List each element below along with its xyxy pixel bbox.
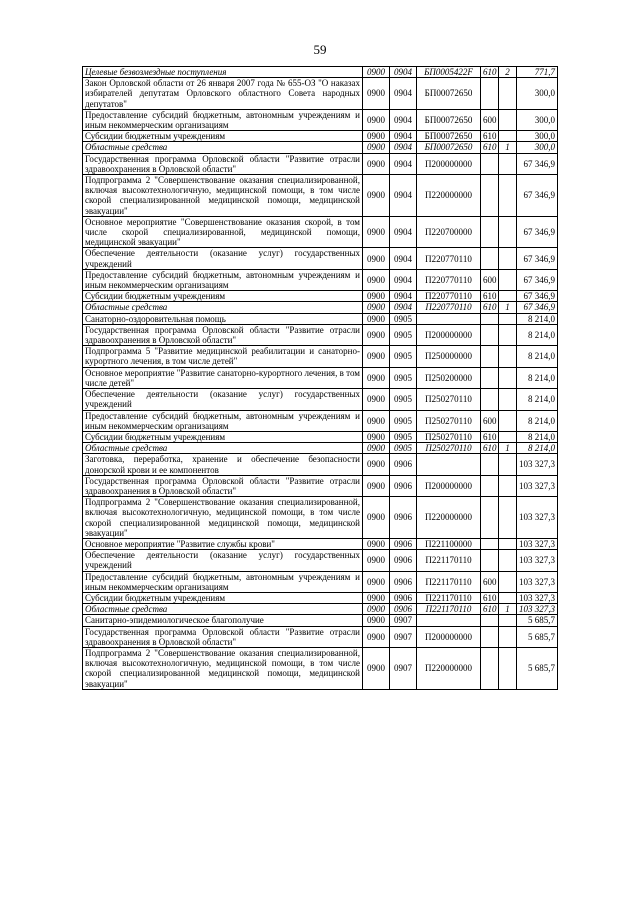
amount-cell: 103 327,3 xyxy=(517,592,558,603)
funding-source-cell xyxy=(499,216,517,248)
amount-cell: 103 327,3 xyxy=(517,550,558,571)
section-code-cell: 0900 xyxy=(363,131,390,142)
section-code-cell: 0900 xyxy=(363,324,390,345)
funding-source-cell xyxy=(499,367,517,388)
table-row xyxy=(83,109,558,130)
target-article-cell: БП00072650 xyxy=(417,142,481,153)
expense-type-cell: 600 xyxy=(481,410,499,431)
target-article-cell xyxy=(417,454,481,475)
section-code-cell: 0900 xyxy=(363,571,390,592)
section-code-cell: 0900 xyxy=(363,454,390,475)
amount-cell: 103 327,3 xyxy=(517,497,558,539)
table-row xyxy=(83,175,558,217)
section-code-cell: 0900 xyxy=(363,431,390,442)
table-row xyxy=(83,67,558,78)
subsection-code-cell: 0905 xyxy=(390,367,417,388)
subsection-code-cell: 0904 xyxy=(390,131,417,142)
funding-source-cell xyxy=(499,615,517,626)
amount-cell: 300,0 xyxy=(517,109,558,130)
subsection-code-cell: 0904 xyxy=(390,175,417,217)
expense-type-cell xyxy=(481,615,499,626)
row-name-cell: Основное мероприятие "Совершенствование оказания скорой, в том числе скорой специализированной, медицинской помощи, медицинской эвакуации" xyxy=(83,216,363,248)
table-row xyxy=(83,475,558,496)
table-row xyxy=(83,142,558,153)
subsection-code-cell: 0905 xyxy=(390,443,417,454)
section-code-cell: 0900 xyxy=(363,475,390,496)
expense-type-cell xyxy=(481,248,499,269)
table-row xyxy=(83,410,558,431)
expense-type-cell xyxy=(481,538,499,549)
subsection-code-cell: 0905 xyxy=(390,389,417,410)
row-name-cell: Подпрограмма 2 "Совершенствование оказания специализированной, включая высокотехнологичную, медицинской помощи, в том числе скорой специализированной медицинской помощи, медицинской эвакуации" xyxy=(83,497,363,539)
table-row xyxy=(83,604,558,615)
amount-cell: 67 346,9 xyxy=(517,175,558,217)
funding-source-cell: 1 xyxy=(499,302,517,313)
target-article-cell: П250200000 xyxy=(417,367,481,388)
expense-type-cell xyxy=(481,367,499,388)
table-row xyxy=(83,302,558,313)
section-code-cell: 0900 xyxy=(363,291,390,302)
subsection-code-cell: 0904 xyxy=(390,78,417,110)
expense-type-cell xyxy=(481,216,499,248)
expense-type-cell xyxy=(481,175,499,217)
row-name-cell: Санитарно-эпидемиологическое благополучие xyxy=(83,615,363,626)
target-article-cell: БП00072650 xyxy=(417,78,481,110)
funding-source-cell xyxy=(499,538,517,549)
amount-cell: 67 346,9 xyxy=(517,248,558,269)
subsection-code-cell: 0904 xyxy=(390,109,417,130)
table-row xyxy=(83,538,558,549)
section-code-cell: 0900 xyxy=(363,538,390,549)
expense-type-cell: 610 xyxy=(481,592,499,603)
table-row xyxy=(83,431,558,442)
budget-table xyxy=(82,66,558,690)
amount-cell: 300,0 xyxy=(517,142,558,153)
page-number: 59 xyxy=(313,42,327,57)
section-code-cell: 0900 xyxy=(363,367,390,388)
funding-source-cell xyxy=(499,550,517,571)
amount-cell: 103 327,3 xyxy=(517,571,558,592)
target-article-cell: П221170110 xyxy=(417,550,481,571)
subsection-code-cell: 0904 xyxy=(390,142,417,153)
subsection-code-cell: 0906 xyxy=(390,454,417,475)
row-name-cell: Областные средства xyxy=(83,302,363,313)
table-row xyxy=(83,647,558,689)
funding-source-cell xyxy=(499,592,517,603)
expense-type-cell: 610 xyxy=(481,604,499,615)
amount-cell: 67 346,9 xyxy=(517,216,558,248)
funding-source-cell: 1 xyxy=(499,443,517,454)
amount-cell: 5 685,7 xyxy=(517,615,558,626)
row-name-cell: Субсидии бюджетным учреждениям xyxy=(83,291,363,302)
section-code-cell: 0900 xyxy=(363,443,390,454)
subsection-code-cell: 0906 xyxy=(390,571,417,592)
row-name-cell: Субсидии бюджетным учреждениям xyxy=(83,131,363,142)
expense-type-cell: 610 xyxy=(481,291,499,302)
row-name-cell: Целевые безвозмездные поступления xyxy=(83,67,363,78)
row-name-cell: Обеспечение деятельности (оказание услуг) государственных учреждений xyxy=(83,550,363,571)
funding-source-cell xyxy=(499,324,517,345)
expense-type-cell: 610 xyxy=(481,142,499,153)
funding-source-cell: 2 xyxy=(499,67,517,78)
funding-source-cell xyxy=(499,109,517,130)
amount-cell: 300,0 xyxy=(517,131,558,142)
row-name-cell: Областные средства xyxy=(83,604,363,615)
amount-cell: 8 214,0 xyxy=(517,367,558,388)
subsection-code-cell: 0907 xyxy=(390,615,417,626)
funding-source-cell xyxy=(499,78,517,110)
section-code-cell: 0900 xyxy=(363,248,390,269)
row-name-cell: Закон Орловской области от 26 января 2007 года № 655-ОЗ "О наказах избирателей депутатам Орловского областного Совета народных депутатов" xyxy=(83,78,363,110)
target-article-cell: П250270110 xyxy=(417,431,481,442)
funding-source-cell xyxy=(499,571,517,592)
funding-source-cell: 1 xyxy=(499,142,517,153)
table-row xyxy=(83,269,558,290)
target-article-cell: П220000000 xyxy=(417,647,481,689)
target-article-cell: П220770110 xyxy=(417,291,481,302)
expense-type-cell xyxy=(481,475,499,496)
expense-type-cell xyxy=(481,497,499,539)
row-name-cell: Субсидии бюджетным учреждениям xyxy=(83,431,363,442)
target-article-cell: П221100000 xyxy=(417,538,481,549)
amount-cell: 103 327,3 xyxy=(517,538,558,549)
subsection-code-cell: 0906 xyxy=(390,550,417,571)
subsection-code-cell: 0907 xyxy=(390,647,417,689)
funding-source-cell: 1 xyxy=(499,604,517,615)
amount-cell: 300,0 xyxy=(517,78,558,110)
section-code-cell: 0900 xyxy=(363,216,390,248)
target-article-cell: П250270110 xyxy=(417,389,481,410)
table-row xyxy=(83,313,558,324)
expense-type-cell xyxy=(481,454,499,475)
amount-cell: 67 346,9 xyxy=(517,302,558,313)
amount-cell: 67 346,9 xyxy=(517,269,558,290)
expense-type-cell xyxy=(481,324,499,345)
row-name-cell: Предоставление субсидий бюджетным, автономным учреждениям и иным некоммерческим организациям xyxy=(83,410,363,431)
amount-cell: 771,7 xyxy=(517,67,558,78)
table-row xyxy=(83,454,558,475)
target-article-cell: П200000000 xyxy=(417,153,481,174)
target-article-cell: П220770110 xyxy=(417,269,481,290)
funding-source-cell xyxy=(499,291,517,302)
amount-cell: 103 327,3 xyxy=(517,454,558,475)
row-name-cell: Подпрограмма 2 "Совершенствование оказания специализированной, включая высокотехнологичную, медицинской помощи, в том числе скорой специализированной медицинской помощи, медицинской эвакуации" xyxy=(83,175,363,217)
section-code-cell: 0900 xyxy=(363,626,390,647)
table-row xyxy=(83,248,558,269)
funding-source-cell xyxy=(499,248,517,269)
amount-cell: 8 214,0 xyxy=(517,324,558,345)
expense-type-cell: 600 xyxy=(481,109,499,130)
target-article-cell: П220770110 xyxy=(417,248,481,269)
subsection-code-cell: 0904 xyxy=(390,153,417,174)
table-row xyxy=(83,626,558,647)
section-code-cell: 0900 xyxy=(363,313,390,324)
section-code-cell: 0900 xyxy=(363,410,390,431)
target-article-cell: П220700000 xyxy=(417,216,481,248)
table-row xyxy=(83,291,558,302)
budget-table-body xyxy=(83,67,558,690)
row-name-cell: Обеспечение деятельности (оказание услуг) государственных учреждений xyxy=(83,248,363,269)
subsection-code-cell: 0905 xyxy=(390,324,417,345)
funding-source-cell xyxy=(499,131,517,142)
target-article-cell: П200000000 xyxy=(417,475,481,496)
section-code-cell: 0900 xyxy=(363,550,390,571)
amount-cell: 5 685,7 xyxy=(517,626,558,647)
target-article-cell: БП0005422F xyxy=(417,67,481,78)
expense-type-cell: 610 xyxy=(481,302,499,313)
table-row xyxy=(83,324,558,345)
subsection-code-cell: 0906 xyxy=(390,475,417,496)
funding-source-cell xyxy=(499,153,517,174)
expense-type-cell: 600 xyxy=(481,269,499,290)
target-article-cell: П220770110 xyxy=(417,302,481,313)
table-row xyxy=(83,571,558,592)
subsection-code-cell: 0904 xyxy=(390,67,417,78)
expense-type-cell xyxy=(481,78,499,110)
expense-type-cell xyxy=(481,389,499,410)
section-code-cell: 0900 xyxy=(363,109,390,130)
subsection-code-cell: 0906 xyxy=(390,497,417,539)
funding-source-cell xyxy=(499,175,517,217)
funding-source-cell xyxy=(499,647,517,689)
row-name-cell: Областные средства xyxy=(83,142,363,153)
row-name-cell: Государственная программа Орловской области "Развитие отрасли здравоохранения в Орловской области" xyxy=(83,324,363,345)
section-code-cell: 0900 xyxy=(363,647,390,689)
funding-source-cell xyxy=(499,389,517,410)
expense-type-cell xyxy=(481,153,499,174)
section-code-cell: 0900 xyxy=(363,67,390,78)
funding-source-cell xyxy=(499,497,517,539)
section-code-cell: 0900 xyxy=(363,592,390,603)
table-row xyxy=(83,592,558,603)
subsection-code-cell: 0904 xyxy=(390,216,417,248)
table-row xyxy=(83,615,558,626)
row-name-cell: Государственная программа Орловской области "Развитие отрасли здравоохранения в Орловской области" xyxy=(83,475,363,496)
funding-source-cell xyxy=(499,346,517,367)
target-article-cell: П221170110 xyxy=(417,592,481,603)
target-article-cell: П221170110 xyxy=(417,571,481,592)
subsection-code-cell: 0906 xyxy=(390,604,417,615)
section-code-cell: 0900 xyxy=(363,389,390,410)
subsection-code-cell: 0904 xyxy=(390,302,417,313)
amount-cell: 8 214,0 xyxy=(517,443,558,454)
table-row xyxy=(83,550,558,571)
row-name-cell: Подпрограмма 5 "Развитие медицинской реабилитации и санаторно-курортного лечения, в том числе детей" xyxy=(83,346,363,367)
row-name-cell: Подпрограмма 2 "Совершенствование оказания специализированной, включая высокотехнологичную, медицинской помощи, в том числе скорой специализированной медицинской помощи, медицинской эвакуации" xyxy=(83,647,363,689)
row-name-cell: Заготовка, переработка, хранение и обеспечение безопасности донорской крови и ее компонентов xyxy=(83,454,363,475)
amount-cell: 8 214,0 xyxy=(517,346,558,367)
amount-cell: 8 214,0 xyxy=(517,313,558,324)
subsection-code-cell: 0907 xyxy=(390,626,417,647)
section-code-cell: 0900 xyxy=(363,604,390,615)
row-name-cell: Основное мероприятие "Развитие санаторно-курортного лечения, в том числе детей" xyxy=(83,367,363,388)
row-name-cell: Государственная программа Орловской области "Развитие отрасли здравоохранения в Орловской области" xyxy=(83,626,363,647)
expense-type-cell xyxy=(481,346,499,367)
funding-source-cell xyxy=(499,313,517,324)
target-article-cell: П250270110 xyxy=(417,443,481,454)
target-article-cell: БП00072650 xyxy=(417,131,481,142)
amount-cell: 67 346,9 xyxy=(517,153,558,174)
section-code-cell: 0900 xyxy=(363,175,390,217)
section-code-cell: 0900 xyxy=(363,78,390,110)
subsection-code-cell: 0905 xyxy=(390,410,417,431)
section-code-cell: 0900 xyxy=(363,153,390,174)
table-row xyxy=(83,443,558,454)
row-name-cell: Государственная программа Орловской области "Развитие отрасли здравоохранения в Орловской области" xyxy=(83,153,363,174)
target-article-cell xyxy=(417,313,481,324)
row-name-cell: Основное мероприятие "Развитие службы крови" xyxy=(83,538,363,549)
expense-type-cell: 610 xyxy=(481,443,499,454)
subsection-code-cell: 0906 xyxy=(390,538,417,549)
table-row xyxy=(83,346,558,367)
section-code-cell: 0900 xyxy=(363,269,390,290)
amount-cell: 103 327,3 xyxy=(517,604,558,615)
subsection-code-cell: 0904 xyxy=(390,248,417,269)
table-row xyxy=(83,131,558,142)
section-code-cell: 0900 xyxy=(363,142,390,153)
expense-type-cell: 610 xyxy=(481,131,499,142)
target-article-cell: П200000000 xyxy=(417,324,481,345)
table-row xyxy=(83,497,558,539)
row-name-cell: Субсидии бюджетным учреждениям xyxy=(83,592,363,603)
expense-type-cell: 600 xyxy=(481,571,499,592)
subsection-code-cell: 0904 xyxy=(390,291,417,302)
row-name-cell: Предоставление субсидий бюджетным, автономным учреждениям и иным некоммерческим организациям xyxy=(83,109,363,130)
subsection-code-cell: 0904 xyxy=(390,269,417,290)
amount-cell: 5 685,7 xyxy=(517,647,558,689)
target-article-cell: П220000000 xyxy=(417,175,481,217)
table-row xyxy=(83,78,558,110)
row-name-cell: Областные средства xyxy=(83,443,363,454)
target-article-cell: П250000000 xyxy=(417,346,481,367)
amount-cell: 103 327,3 xyxy=(517,475,558,496)
subsection-code-cell: 0906 xyxy=(390,592,417,603)
row-name-cell: Санаторно-оздоровительная помощь xyxy=(83,313,363,324)
amount-cell: 8 214,0 xyxy=(517,431,558,442)
section-code-cell: 0900 xyxy=(363,302,390,313)
amount-cell: 8 214,0 xyxy=(517,410,558,431)
row-name-cell: Обеспечение деятельности (оказание услуг) государственных учреждений xyxy=(83,389,363,410)
expense-type-cell: 610 xyxy=(481,67,499,78)
subsection-code-cell: 0905 xyxy=(390,346,417,367)
amount-cell: 67 346,9 xyxy=(517,291,558,302)
target-article-cell xyxy=(417,615,481,626)
row-name-cell: Предоставление субсидий бюджетным, автономным учреждениям и иным некоммерческим организациям xyxy=(83,571,363,592)
table-row xyxy=(83,367,558,388)
funding-source-cell xyxy=(499,410,517,431)
funding-source-cell xyxy=(499,269,517,290)
section-code-cell: 0900 xyxy=(363,497,390,539)
target-article-cell: П200000000 xyxy=(417,626,481,647)
subsection-code-cell: 0905 xyxy=(390,313,417,324)
target-article-cell: П220000000 xyxy=(417,497,481,539)
expense-type-cell xyxy=(481,647,499,689)
section-code-cell: 0900 xyxy=(363,615,390,626)
expense-type-cell xyxy=(481,313,499,324)
row-name-cell: Предоставление субсидий бюджетным, автономным учреждениям и иным некоммерческим организациям xyxy=(83,269,363,290)
expense-type-cell xyxy=(481,550,499,571)
funding-source-cell xyxy=(499,431,517,442)
funding-source-cell xyxy=(499,626,517,647)
target-article-cell: П250270110 xyxy=(417,410,481,431)
target-article-cell: БП00072650 xyxy=(417,109,481,130)
table-row xyxy=(83,216,558,248)
subsection-code-cell: 0905 xyxy=(390,431,417,442)
table-row xyxy=(83,389,558,410)
funding-source-cell xyxy=(499,454,517,475)
section-code-cell: 0900 xyxy=(363,346,390,367)
amount-cell: 8 214,0 xyxy=(517,389,558,410)
table-row xyxy=(83,153,558,174)
expense-type-cell xyxy=(481,626,499,647)
target-article-cell: П221170110 xyxy=(417,604,481,615)
expense-type-cell: 610 xyxy=(481,431,499,442)
funding-source-cell xyxy=(499,475,517,496)
